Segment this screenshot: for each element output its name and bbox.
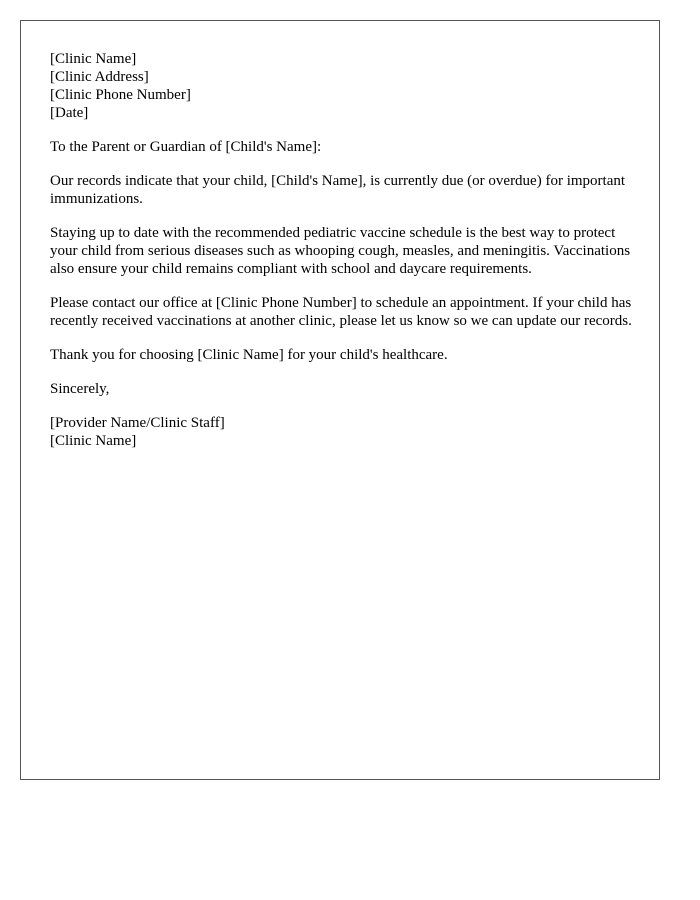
clinic-phone: [Clinic Phone Number] — [50, 87, 191, 103]
letter-page — [20, 20, 660, 780]
clinic-address: [Clinic Address] — [50, 69, 149, 85]
paragraph-thank-you: Thank you for choosing [Clinic Name] for your child's healthcare. — [50, 347, 448, 363]
paragraph-vaccine-schedule: Staying up to date with the recommended pediatric vaccine schedule is the best way to protect your child from serious diseases such as whooping cough, measles, and meningitis. Vaccinations also ensure your child remains compliant with school and daycare requirements. — [50, 225, 631, 277]
letter-header — [50, 50, 638, 122]
letter-date: [Date] — [50, 105, 89, 121]
greeting: To the Parent or Guardian of [Child's Name]: — [50, 139, 322, 155]
signature-block — [50, 414, 638, 450]
letter-body — [50, 50, 638, 466]
clinic-name: [Clinic Name] — [50, 51, 137, 67]
paragraph-contact-office: Please contact our office at [Clinic Phone Number] to schedule an appointment. If your child has recently received vaccinations at another clinic, please let us know so we can update our records. — [50, 295, 632, 329]
closing: Sincerely, — [50, 381, 110, 397]
signature-clinic-name: [Clinic Name] — [50, 433, 137, 449]
signature-provider: [Provider Name/Clinic Staff] — [50, 415, 225, 431]
paragraph-due-notice: Our records indicate that your child, [Child's Name], is currently due (or overdue) for important immunizations. — [50, 173, 626, 207]
